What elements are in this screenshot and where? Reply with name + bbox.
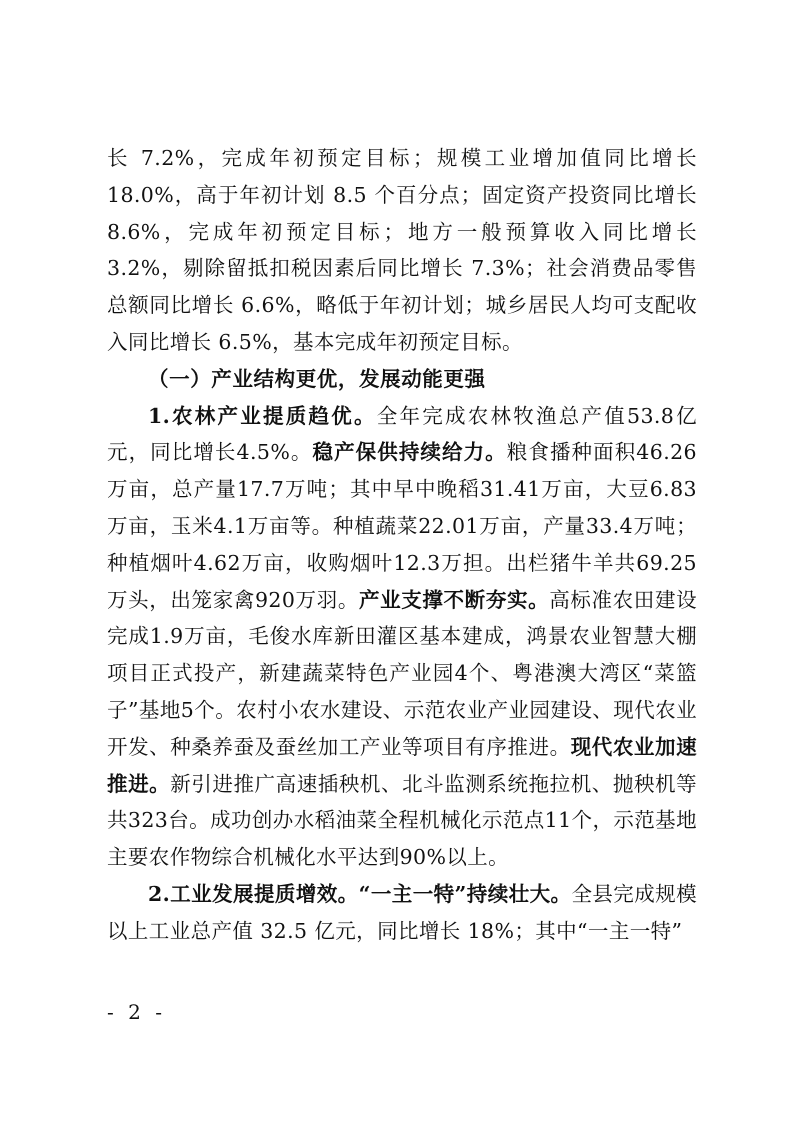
industry-title: 2.工业发展提质增效。 — [148, 881, 359, 906]
agriculture-output-text: 全年完成农林牧渔总产值53.8亿元，同比增长4.5%。 — [107, 403, 697, 465]
intro-paragraph: 长 7.2%，完成年初预定目标；规模工业增加值同比增长 18.0%，高于年初计划 8.5 个百分点；固定资产投资同比增长 8.6%，完成年初预定目标；地方一般预算收入同比增长 3.2%，剔除留抵扣税因素后同比增长 7.3%；社会消费品零售总额同比增长 6.6%，略低于年初计划；城乡居民人均可支配收入同比增长 6.5%，基本完成年初预定目标。 — [107, 146, 697, 354]
modern-agriculture-text: 新引进推广高速插秧机、北斗监测系统拖拉机、抛秧机等共323台。成功创办水稻油菜全程机械化示范点11个，示范基地主要农作物综合机械化水平达到90%以上。 — [107, 771, 697, 870]
industry-support-text: 高标准农田建设完成1.9万亩，毛俊水库新田灌区基本建成，鸿景农业智慧大棚项目正式投产，新建蔬菜特色产业园4个、粤港澳大湾区“菜篮子”基地5个。农村小农水建设、示范农业产业园建设、现代农业开发、种桑养蚕及蚕丝加工产业等项目有序推进。 — [107, 587, 697, 759]
industry-support-heading: 产业支撑不断夯实。 — [358, 587, 550, 612]
page-number: - 2 - — [107, 1000, 166, 1024]
section-heading: （一）产业结构更优，发展动能更强 — [148, 366, 486, 391]
industry-output-text: 全县完成规模以上工业总产值 32.5 亿元，同比增长 18%；其中“一主一特” — [107, 881, 697, 943]
agriculture-paragraph — [107, 398, 697, 876]
modern-agriculture-heading: 现代农业加速推进。 — [107, 734, 697, 796]
supply-stability-text: 粮食播种面积46.26万亩，总产量17.7万吨；其中早中晚稻31.41万亩，大豆6.83万亩，玉米4.1万亩等。种植蔬菜22.01万亩，产量33.4万吨；种植烟叶4.62万亩，收购烟叶12.3万担。出栏猪牛羊共69.25万头，出笼家禽920万羽。 — [107, 440, 697, 612]
one-main-one-special-heading: “一主一特”持续壮大。 — [358, 881, 572, 906]
industry-paragraph — [107, 876, 697, 950]
document-body — [107, 140, 697, 950]
agriculture-title: 1.农林产业提质趋优。 — [148, 403, 377, 428]
supply-stability-heading: 稳产保供持续给力。 — [312, 440, 507, 465]
